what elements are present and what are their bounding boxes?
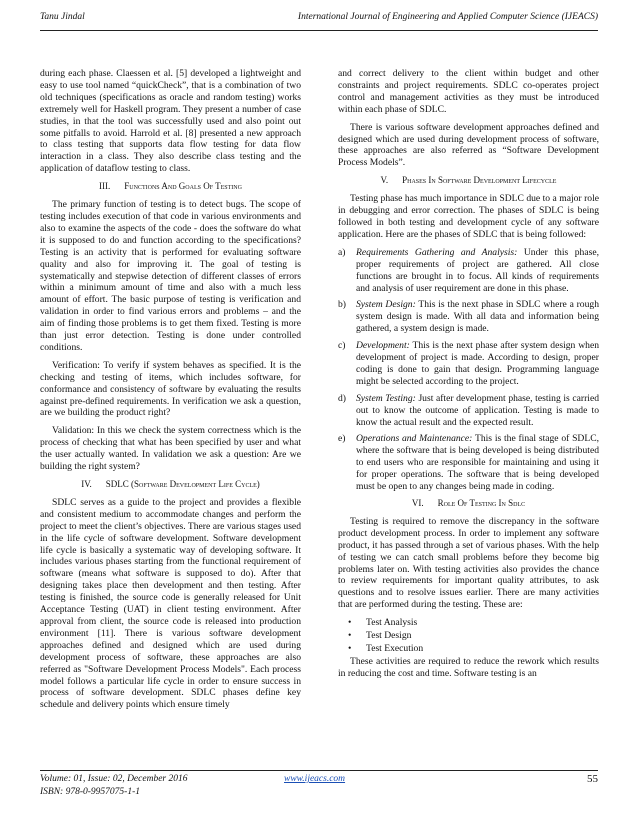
list-text: [356, 340, 599, 388]
left-column: [40, 68, 301, 717]
bullet-text: Test Execution: [366, 642, 424, 654]
list-term: Development:: [356, 340, 410, 352]
list-term: System Testing:: [356, 392, 416, 404]
list-item: [338, 247, 599, 295]
paragraph-end: These activities are required to reduce the rework which results in reducing the cost and time. Software testing is an: [338, 655, 599, 679]
section-title: Functions And Goals Of Testing: [124, 181, 242, 192]
bullet-icon: •: [348, 630, 352, 642]
footer-isbn: ISBN: 978-0-9957075-1-1: [40, 787, 140, 797]
list-body: This is the next phase after system design when development of project is made. According to design, proper coding is done to gain that design. Programming language might be selected according to the project.: [356, 340, 599, 387]
paragraph-functions: The primary function of testing is to detect bugs. The scope of testing includes execution of that code in various environments and also to examine the aspects of the code - does the software do what it is supposed to do and function according to the specifications? Testing is an activity that is performed for evaluating software quality and also for improving it. The goal of testing is systematically and stepwise detection of different classes of errors within a minimum amount of time and also with a much less amount of effort. The basic purpose of testing is verification and validation in order to find various errors and problems – and the aim of finding those problems is to get them fixed. Testing is more than just error detection. Testing is done under controlled conditions.: [40, 199, 301, 353]
list-text: [356, 299, 599, 335]
bullet-icon: •: [348, 642, 352, 654]
list-item: [338, 299, 599, 335]
list-text: [356, 433, 599, 493]
section-number: IV.: [81, 479, 92, 489]
paragraph-sdlc: SDLC serves as a guide to the project and provides a flexible and consistent medium to accommodate changes and perform the project to meet the client’s objectives. There are various stages used in the life cycle of software development. Software development life cycle is basically a systematic way of developing software. It includes various phases starting from the functional requirement of software (means what software is supposed to do). After that designing takes place then development and then testing. After testing is finished, the source code is generally released for Unit Acceptance Testing (UAT) in client testing environment. After approval from client, the source code is released into production environment [11]. There is various software development approaches defined and designed which are used during development process of software, these approaches are also referred as "Software Development Process Models". Each process model follows a particular life cycle in order to ensure success in process of software development. SDLC phases define key schedule and delivery points which ensure timely: [40, 496, 301, 711]
bullet-item: [348, 630, 599, 642]
list-label: a): [338, 246, 346, 258]
header-journal: International Journal of Engineering and Applied Computer Science (IJEACS): [297, 12, 598, 22]
section-title: SDLC (Software Development Life Cycle): [105, 479, 260, 489]
footer-rule: [40, 770, 598, 771]
list-term: Operations and Maintenance:: [356, 433, 473, 445]
paragraph-role: Testing is required to remove the discrepancy in the software product development process. In order to implement any software product, it has passed through a set of various phases. With the help of testing we can catch small problems before they become big problems later on. With testing activities also provides the chance to review requirements for important quality attributes, to ask questions and to resolve issues earlier. There are many activities that are performed during the testing. These are:: [338, 515, 599, 611]
paragraph-validation: Validation: In this we check the system correctness which is the process of checking that what has been specified by user and what the user actually wanted. In validation we ask a question: Are we building the right system?: [40, 425, 301, 473]
section-heading-5: [338, 175, 599, 187]
list-item: [338, 433, 599, 493]
footer-url-link[interactable]: www.ijeacs.com: [284, 774, 346, 784]
list-label: b): [338, 299, 346, 311]
bullet-item: [348, 617, 599, 629]
list-item: [338, 393, 599, 429]
bullet-text: Test Analysis: [366, 617, 418, 629]
list-text: [356, 393, 599, 429]
right-column: [338, 68, 599, 686]
list-term: System Design:: [356, 299, 416, 311]
list-text: [356, 247, 599, 295]
bullet-text: Test Design: [366, 630, 412, 642]
page-number: 55: [587, 773, 598, 785]
section-number: VI.: [411, 498, 424, 508]
list-body: This is the next phase in SDLC where a rough system design is made. With all data and information being gathered, a system design is made.: [356, 299, 599, 335]
list-body: Under this phase, proper requirements of project are gathered. All close functions are brought in to focus. All kinds of requirements and analysis of user requirement are done in this phase.: [356, 246, 600, 294]
header-author: Tanu Jindal: [40, 12, 85, 22]
section-number: V.: [380, 175, 389, 186]
bullet-item: [348, 643, 599, 655]
list-item: [338, 340, 599, 388]
section-heading-4: [40, 479, 301, 491]
list-body: This is the final stage of SDLC, where the software that is being developed is being distributed to end users who are responsible for maintaining and using it for proper operations. The software that is being developed must be open to any changes being made in coding.: [356, 433, 600, 493]
footer-volume: Volume: 01, Issue: 02, December 2016: [40, 774, 188, 784]
header-rule: [40, 30, 598, 31]
list-label: d): [338, 392, 346, 404]
paragraph-intro: during each phase. Claessen et al. [5] developed a lightweight and easy to use tool named “quickCheck”, that is a combination of two old techniques (specifications as oracle and random testing) works extremely well for Haskell program. They present a number of case studies, in that the tool was successfully used and also point out some pitfalls to avoid. Harrold et al. [8] presented a new approach to class testing that supports data flow testing for data flow interaction in a class. They also describe class testing and the application of dataflow testing to class.: [40, 68, 301, 175]
paragraph-phases: Testing phase has much importance in SDLC due to a major role in debugging and error correction. The phases of SDLC is being followed in both testing and development cycle of any software application. Here are the phases of SDLC that is being followed:: [338, 193, 599, 240]
list-term: Requirements Gathering and Analysis:: [356, 246, 518, 258]
section-number: III.: [99, 181, 111, 192]
paragraph-approaches: There is various software development approaches defined and designed which are used during development process of software, these approaches are also referred as “Software Development Process Models”.: [338, 121, 599, 169]
list-label: e): [338, 433, 346, 445]
bullet-icon: •: [348, 617, 352, 629]
list-body: Just after development phase, testing is carried out to know the outcome of application. Testing is made to know the actual result and the expected result.: [356, 392, 599, 428]
section-title: Role Of Testing In Sdlc: [437, 498, 526, 508]
section-title: Phases In Software Development Lifecycle: [402, 175, 557, 186]
list-label: c): [338, 340, 346, 352]
paragraph-verification: Verification: To verify if system behaves as specified. It is the checking and testing of items, which includes software, for conformance and consistency of software by evaluating the results against pre-defined requirements. In verification we ask a question, are we building the product right?: [40, 359, 301, 419]
section-heading-3: [40, 181, 301, 193]
paragraph-continued: and correct delivery to the client within budget and other constraints and project requirements. SDLC co-operates project control and management activities as they must be introduced within each phase of SDLC.: [338, 68, 599, 115]
section-heading-6: [338, 498, 599, 510]
